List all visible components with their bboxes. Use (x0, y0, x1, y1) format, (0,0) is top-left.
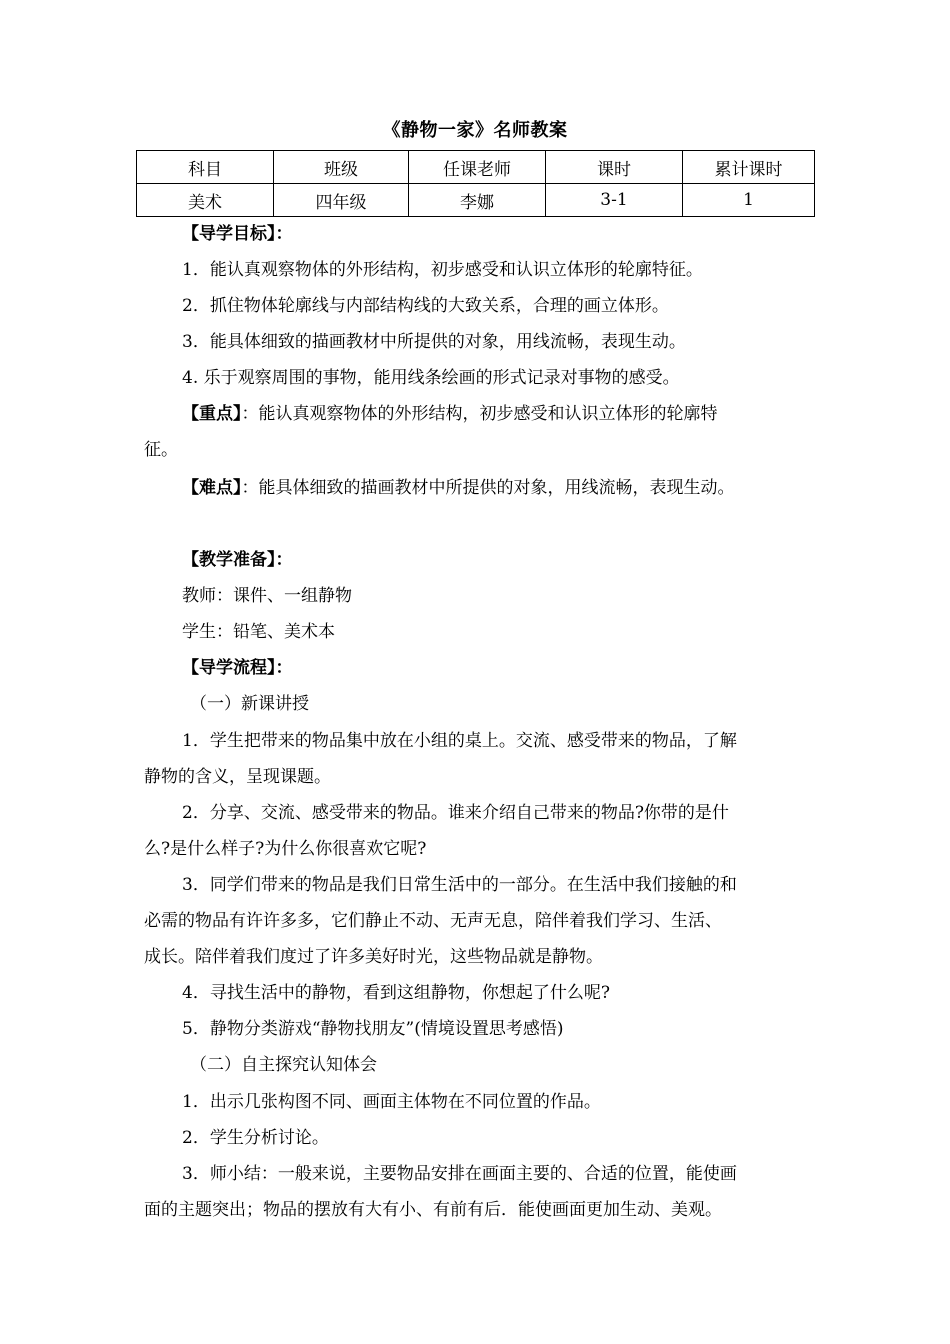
section1-line: 4．寻找生活中的静物，看到这组静物，你想起了什么呢? (182, 983, 610, 1003)
value-period: 3-1 (546, 184, 683, 217)
goal-item: 3．能具体细致的描画教材中所提供的对象，用线流畅，表现生动。 (182, 332, 686, 352)
section2-line: 面的主题突出；物品的摆放有大有小、有前有后．能使画面更加生动、美观。 (144, 1200, 722, 1220)
section1-title: （一）新课讲授 (190, 694, 309, 714)
section2-line: 2．学生分析讨论。 (182, 1128, 329, 1148)
section1-line: 必需的物品有许许多多，它们静止不动、无声无息，陪伴着我们学习、生活、 (144, 911, 722, 931)
table-header-row (137, 151, 815, 184)
key-point-text: ：能认真观察物体的外形结构，初步感受和认识立体形的轮廓特 (241, 404, 718, 424)
difficulty-text: ：能具体细致的描画教材中所提供的对象，用线流畅，表现生动。 (241, 478, 735, 498)
preparation-heading: 【教学准备】： (182, 550, 293, 570)
preparation-student: 学生：铅笔、美术本 (182, 622, 335, 642)
process-heading: 【导学流程】： (182, 658, 293, 678)
key-point (182, 402, 852, 426)
header-total-periods: 累计课时 (683, 151, 815, 184)
goal-item: 4. 乐于观察周围的事物，能用线条绘画的形式记录对事物的感受。 (182, 368, 680, 388)
section1-line: 1．学生把带来的物品集中放在小组的桌上。交流、感受带来的物品，了解 (182, 731, 737, 751)
header-teacher: 任课老师 (409, 151, 546, 184)
section1-line: 成长。陪伴着我们度过了许多美好时光，这些物品就是静物。 (144, 947, 603, 967)
section2-line: 3．师小结：一般来说，主要物品安排在画面主要的、合适的位置，能使画 (182, 1164, 737, 1184)
table-value-row (137, 184, 815, 217)
value-subject: 美术 (137, 184, 274, 217)
header-period: 课时 (546, 151, 683, 184)
value-class: 四年级 (274, 184, 409, 217)
document-title: 《静物一家》名师教案 (382, 120, 568, 141)
section1-line: 3．同学们带来的物品是我们日常生活中的一部分。在生活中我们接触的和 (182, 875, 737, 895)
section1-line: 2．分享、交流、感受带来的物品。谁来介绍自己带来的物品?你带的是什 (182, 803, 729, 823)
section2-title: （二）自主探究认知体会 (190, 1055, 377, 1075)
header-subject: 科目 (137, 151, 274, 184)
key-point-continued: 征。 (144, 440, 178, 460)
section1-line: 么?是什么样子?为什么你很喜欢它呢? (144, 839, 427, 859)
preparation-teacher: 教师：课件、一组静物 (182, 586, 352, 606)
goals-heading: 【导学目标】： (182, 224, 293, 244)
course-info-table (136, 150, 815, 217)
section2-line: 1．出示几张构图不同、画面主体物在不同位置的作品。 (182, 1092, 601, 1112)
difficulty (182, 476, 852, 500)
difficulty-label: 【难点】 (182, 478, 242, 498)
value-teacher: 李娜 (409, 184, 546, 217)
key-point-label: 【重点】 (182, 404, 242, 424)
goal-item: 1．能认真观察物体的外形结构，初步感受和认识立体形的轮廓特征。 (182, 260, 703, 280)
header-class: 班级 (274, 151, 409, 184)
section1-line: 静物的含义，呈现课题。 (144, 767, 331, 787)
section1-line: 5．静物分类游戏“静物找朋友”(情境设置思考感悟) (182, 1019, 564, 1039)
value-total-periods: 1 (683, 184, 815, 217)
goal-item: 2．抓住物体轮廓线与内部结构线的大致关系，合理的画立体形。 (182, 296, 669, 316)
